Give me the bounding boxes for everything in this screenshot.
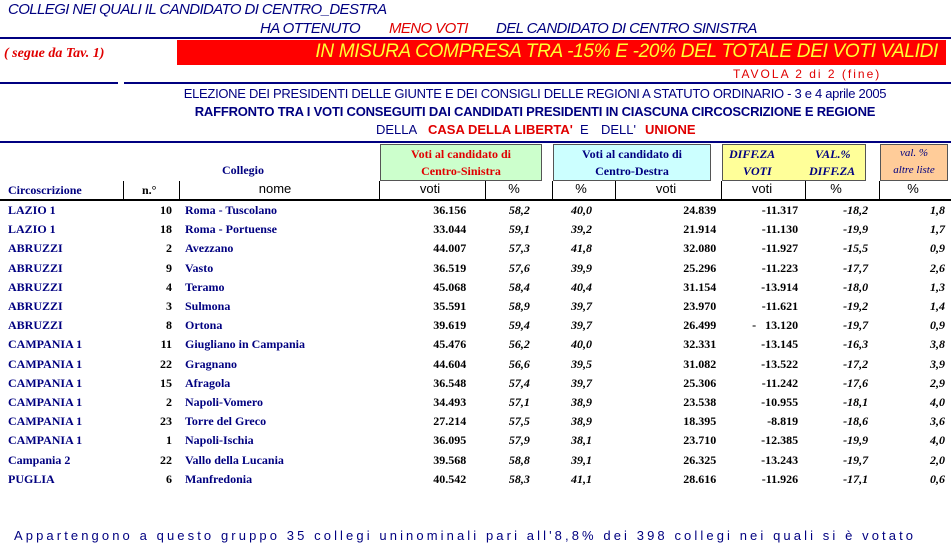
cell-n: 23 [159,414,172,429]
cell-cs-voti: 36.548 [433,375,467,390]
cell-circ: ABRUZZI [8,318,63,333]
cell-cs-voti: 35.591 [433,299,467,314]
altre-header-b: altre liste [893,164,935,176]
segue-note: ( segue da Tav. 1) [4,46,105,61]
cell-cs-voti: 36.156 [433,203,467,218]
header-line2-b: MENO VOTI [389,20,468,37]
cell-cd-pct: 39,7 [571,375,593,390]
cell-cd-voti: 24.839 [683,203,717,218]
cell-nome: Napoli-Vomero [184,394,263,409]
cell-cs-pct: 58,3 [508,471,530,486]
cell-nome: Afragola [184,375,231,390]
cell-altre: 4,0 [930,394,945,409]
collegio-header: Collegio [222,163,264,177]
cell-cs-pct: 56,2 [508,337,530,352]
cell-n: 2 [165,241,172,256]
cell-cd-voti: 25.306 [683,375,717,390]
table-row [0,201,951,220]
cell-circ: CAMPANIA 1 [8,433,83,448]
diff-header-box [722,144,866,181]
cell-n: 11 [160,337,172,352]
nome-subheader: nome [258,181,292,196]
results-table [0,201,951,489]
cell-n: 9 [165,260,172,275]
cell-diff-pct: -18,6 [843,414,869,429]
cell-diff-pct: -19,7 [843,452,869,467]
cell-n: 15 [159,375,172,390]
diff-header-b: VAL.% [815,147,851,161]
header-line1: COLLEGI NEI QUALI IL CANDIDATO DI CENTRO_DESTRA [8,1,387,18]
sep [805,181,806,199]
cell-cs-voti: 27.214 [433,414,467,429]
cell-cd-pct: 39,9 [571,260,593,275]
tavola-label: TAVOLA 2 di 2 (fine) [733,67,882,81]
cell-cs-pct: 57,6 [508,260,530,275]
cell-cd-pct: 40,0 [571,203,593,218]
cell-cd-voti: 26.499 [683,318,717,333]
cell-cd-pct: 41,1 [571,471,593,486]
cell-cd-voti: 23.970 [683,299,717,314]
title3-unione: UNIONE [645,122,696,137]
title3-cdl: CASA DELLA LIBERTA' [428,122,573,137]
table-row [0,259,951,278]
sep [123,181,124,199]
cell-cd-pct: 39,5 [571,356,593,371]
cell-cd-pct: 40,4 [571,279,593,294]
cell-nome: Roma - Portuense [184,222,277,237]
cell-diff-voti: -13.914 [761,279,799,294]
cell-cs-voti: 39.568 [433,452,467,467]
cell-diff-pct: -18,0 [843,279,869,294]
cell-n: 18 [159,222,172,237]
table-row [0,431,951,450]
cell-n: 6 [165,471,172,486]
cell-cs-voti: 44.007 [433,241,467,256]
cell-diff-pct: -16,3 [843,337,869,352]
cell-altre: 1,8 [930,203,945,218]
table-row [0,412,951,431]
cs-pct-subheader: % [508,181,520,196]
cell-cs-voti: 44.604 [433,356,467,371]
cell-circ: PUGLIA [8,471,55,486]
cell-diff-pct: -19,7 [843,318,869,333]
cell-nome: Vallo della Lucania [184,452,284,467]
cell-diff-voti: -13.145 [761,337,799,352]
table-row [0,220,951,239]
cell-cd-pct: 39,1 [571,452,593,467]
cell-cd-voti: 31.154 [683,279,717,294]
title3-della: DELLA [376,122,418,137]
table-row [0,278,951,297]
cd-header-box [553,144,711,181]
cell-diff-pct: -18,2 [843,203,869,218]
sep [721,181,722,199]
cell-diff-voti: -11.242 [761,375,799,390]
cell-diff-pct: -19,9 [843,222,869,237]
cell-cd-voti: 21.914 [683,222,717,237]
cell-n: 1 [165,433,172,448]
cell-cs-pct: 58,8 [508,452,530,467]
cell-diff-voti: -11.130 [761,222,799,237]
cell-circ: ABRUZZI [8,299,63,314]
cell-altre: 3,9 [930,356,945,371]
cell-cd-voti: 18.395 [683,414,717,429]
cell-n: 22 [159,452,172,467]
table-row [0,316,951,335]
cell-cs-voti: 34.493 [433,394,467,409]
table-row [0,239,951,258]
cell-cd-pct: 38,1 [571,433,593,448]
table-row [0,450,951,469]
altre-pct-subheader: % [907,181,919,196]
cell-altre: 0,9 [930,318,945,333]
cell-cs-pct: 57,1 [508,394,530,409]
cell-diff-voti: -8.819 [767,414,799,429]
cell-cs-voti: 45.476 [433,337,467,352]
cell-diff-voti: - 13.120 [752,318,799,333]
table-row [0,297,951,316]
footer-note: Appartengono a questo gruppo 35 collegi uninominali pari all'8,8% dei 398 collegi nei quali si è votato [14,528,917,543]
altre-header-a: val. % [899,147,929,159]
cell-n: 10 [159,203,172,218]
cell-circ: LAZIO 1 [8,203,56,218]
cell-cd-pct: 41,8 [571,241,593,256]
cell-cs-pct: 58,2 [508,203,530,218]
cell-nome: Giugliano in Campania [184,337,306,352]
cell-cd-voti: 31.082 [683,356,717,371]
cs-header-1: Voti al candidato di [411,147,511,161]
cell-cs-pct: 57,3 [508,241,530,256]
cell-nome: Torre del Greco [184,414,267,429]
table-row [0,393,951,412]
cell-diff-pct: -19,2 [843,299,869,314]
cell-diff-pct: -17,2 [843,356,869,371]
cell-nome: Vasto [184,260,214,275]
cell-cd-pct: 38,9 [571,414,593,429]
title3-dell: DELL' [601,122,637,137]
cell-altre: 1,4 [930,299,945,314]
cell-cd-voti: 23.710 [683,433,717,448]
cell-altre: 2,6 [930,260,945,275]
cell-nome: Ortona [184,318,223,333]
cell-diff-pct: -15,5 [843,241,869,256]
cell-diff-voti: -13.243 [761,452,799,467]
diff-header-c: VOTI [743,164,772,178]
cell-n: 4 [165,279,172,294]
cell-nome: Sulmona [184,299,231,314]
left-rule [0,82,118,84]
cell-diff-voti: -12.385 [761,433,799,448]
cell-diff-pct: -17,7 [843,260,869,275]
diff-header-a: DIFF.ZA [729,147,776,161]
cell-n: 22 [159,356,172,371]
cell-nome: Napoli-Ischia [184,433,254,448]
diff-voti-subheader: voti [751,181,773,196]
cell-cd-pct: 39,7 [571,299,593,314]
cell-circ: CAMPANIA 1 [8,414,83,429]
cell-diff-pct: -17,1 [843,471,869,486]
sep [552,181,553,199]
cell-circ: ABRUZZI [8,279,63,294]
cell-nome: Teramo [184,279,225,294]
cell-diff-voti: -11.621 [761,299,799,314]
cell-cd-pct: 39,2 [571,222,593,237]
cell-cs-pct: 58,4 [508,279,530,294]
sep [879,181,880,199]
cell-cd-voti: 23.538 [683,394,717,409]
cell-circ: CAMPANIA 1 [8,337,83,352]
cell-circ: Campania 2 [8,452,71,467]
title-election: ELEZIONE DEI PRESIDENTI DELLE GIUNTE E DEI CONSIGLI DELLE REGIONI A STATUTO ORDINARIO - 3 e 4 aprile 2005 [183,86,887,101]
title3-e: E [580,122,589,137]
cell-circ: LAZIO 1 [8,222,56,237]
cell-altre: 3,6 [930,414,945,429]
cell-nome: Gragnano [184,356,237,371]
cell-cs-voti: 36.095 [433,433,467,448]
cell-altre: 1,7 [930,222,945,237]
cell-diff-voti: -11.927 [761,241,799,256]
cell-cs-pct: 59,4 [508,318,530,333]
cell-altre: 1,3 [930,279,945,294]
cs-voti-subheader: voti [419,181,441,196]
cell-diff-pct: -19,9 [843,433,869,448]
cell-cs-voti: 45.068 [433,279,467,294]
cell-altre: 2,9 [930,375,945,390]
cell-cd-voti: 32.331 [683,337,717,352]
diff-pct-subheader: % [830,181,842,196]
cell-diff-voti: -11.317 [761,203,799,218]
cell-circ: CAMPANIA 1 [8,356,83,371]
cell-cd-voti: 28.616 [683,471,717,486]
cell-cs-voti: 36.519 [433,260,467,275]
banner-text: IN MISURA COMPRESA TRA -15% E -20% DEL TOTALE DEI VOTI VALIDI [315,41,938,62]
cell-cd-voti: 32.080 [683,241,717,256]
banner-bar [177,40,946,65]
cell-n: 8 [165,318,172,333]
cell-circ: ABRUZZI [8,260,63,275]
header-line2-c: DEL CANDIDATO DI CENTRO SINISTRA [496,20,757,37]
header-divider [0,37,951,39]
cell-circ: CAMPANIA 1 [8,394,83,409]
cell-n: 3 [165,299,172,314]
cell-altre: 2,0 [930,452,945,467]
cell-cs-pct: 56,6 [508,356,530,371]
cell-circ: ABRUZZI [8,241,63,256]
cell-cd-pct: 38,9 [571,394,593,409]
cell-cd-pct: 39,7 [571,318,593,333]
sep [379,181,380,199]
cell-cd-voti: 25.296 [683,260,717,275]
cd-header-1: Voti al candidato di [582,147,682,161]
sep [179,181,180,199]
table-row [0,355,951,374]
altre-header-box [880,144,948,181]
cell-cs-voti: 39.619 [433,318,467,333]
cs-header-box [380,144,542,181]
cell-circ: CAMPANIA 1 [8,375,83,390]
cell-diff-voti: -11.223 [761,260,799,275]
cell-cs-pct: 58,9 [508,299,530,314]
cell-cd-voti: 26.325 [683,452,717,467]
cell-altre: 0,6 [930,471,945,486]
n-header: n.° [142,183,157,197]
cd-header-2: Centro-Destra [595,164,669,178]
diff-header-d: DIFF.ZA [809,164,856,178]
cell-cs-pct: 59,1 [508,222,530,237]
cell-nome: Roma - Tuscolano [184,203,278,218]
cell-altre: 3,8 [930,337,945,352]
cd-voti-subheader: voti [655,181,677,196]
title-raffronto: RAFFRONTO TRA I VOTI CONSEGUITI DAI CANDIDATI PRESIDENTI IN CIASCUNA CIRCOSCRIZIONE E REGIONE [194,104,876,119]
circoscrizione-header: Circoscrizione [8,183,82,197]
cell-cs-voti: 40.542 [433,471,467,486]
table-top-rule [0,141,951,143]
cell-diff-voti: -13.522 [761,356,799,371]
table-row [0,335,951,354]
right-rule [124,82,951,84]
cell-cd-pct: 40,0 [571,337,593,352]
cell-diff-pct: -18,1 [843,394,869,409]
cell-diff-voti: -10.955 [761,394,799,409]
table-row [0,470,951,489]
sep [485,181,486,199]
cs-header-2: Centro-Sinistra [421,164,501,178]
cell-nome: Avezzano [184,241,234,256]
sep [615,181,616,199]
cell-altre: 0,9 [930,241,945,256]
table-row [0,374,951,393]
cd-pct-subheader: % [575,181,587,196]
cell-altre: 4,0 [930,433,945,448]
cell-cs-voti: 33.044 [433,222,467,237]
cell-cs-pct: 57,5 [508,414,530,429]
header-line2-a: HA OTTENUTO [260,20,361,37]
cell-diff-voti: -11.926 [761,471,799,486]
cell-diff-pct: -17,6 [843,375,869,390]
cell-cs-pct: 57,4 [508,375,530,390]
cell-cs-pct: 57,9 [508,433,530,448]
cell-n: 2 [165,394,172,409]
cell-nome: Manfredonia [184,471,253,486]
